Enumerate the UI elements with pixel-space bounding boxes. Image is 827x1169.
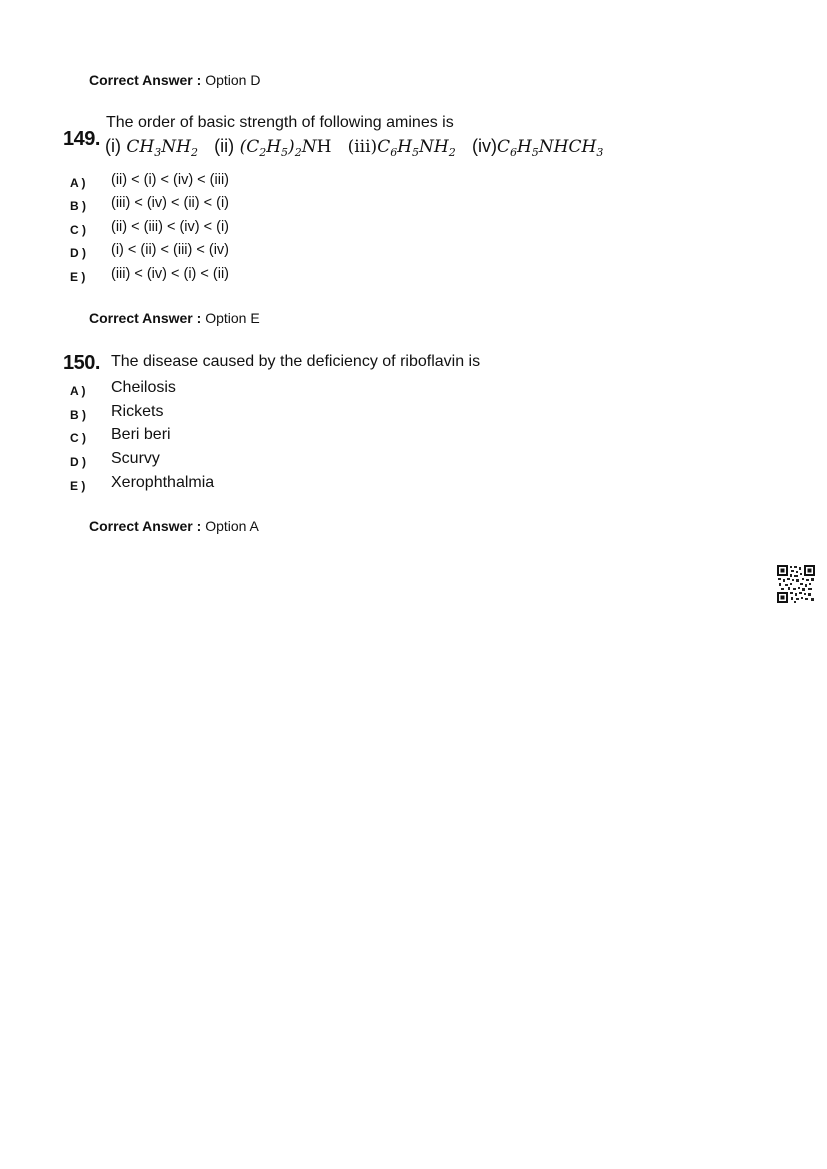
correct-answer-prev	[89, 72, 260, 88]
formula-label-iii: (iii)	[347, 137, 378, 157]
option-label: C )	[70, 223, 86, 237]
question-text: The order of basic strength of following amines is	[106, 114, 454, 131]
correct-answer-149	[89, 310, 260, 326]
option-text: (ii) < (i) < (iv) < (iii)	[111, 172, 230, 188]
correct-answer-label: Correct Answer :	[89, 310, 202, 326]
correct-answer-value: Option A	[205, 518, 259, 534]
correct-answer-value: Option E	[205, 310, 260, 326]
option-text: (ii) < (iii) < (iv) < (i)	[111, 219, 230, 235]
option-text: Rickets	[111, 403, 164, 420]
option-label: D )	[70, 455, 86, 469]
question-text: The disease caused by the deficiency of riboflavin is	[111, 353, 481, 370]
option-label: B )	[70, 199, 86, 213]
option-text: Beri beri	[111, 426, 171, 443]
question-number: 149.	[63, 128, 100, 150]
correct-answer-value: Option D	[205, 72, 261, 88]
question-number: 150.	[63, 352, 100, 374]
correct-answer-label: Correct Answer :	[89, 72, 202, 88]
amine-formulas: (i) $CH_3NH_2$ (ii) $(C_2H_5)_2NH$ $(iii)C_6H_5NH_2$ $(iv)C_6H_5NHCH_3$	[105, 136, 604, 159]
option-text: Xerophthalmia	[111, 474, 215, 491]
option-label: D )	[70, 246, 86, 260]
formula-label-ii: (ii)	[214, 136, 235, 156]
option-label: C )	[70, 431, 86, 445]
option-text: Cheilosis	[111, 379, 176, 396]
option-text: (i) < (ii) < (iii) < (iv)	[111, 242, 230, 258]
option-text: (iii) < (iv) < (ii) < (i)	[111, 195, 230, 211]
option-text: Scurvy	[111, 450, 160, 467]
formula-label-i: (i)	[105, 136, 121, 156]
correct-answer-label: Correct Answer :	[89, 518, 202, 534]
option-label: E )	[70, 479, 86, 493]
correct-answer-150	[89, 518, 259, 534]
option-label: E )	[70, 270, 86, 284]
option-label: A )	[70, 384, 86, 398]
qr-code-icon	[777, 565, 815, 603]
option-text: (iii) < (iv) < (i) < (ii)	[111, 266, 230, 282]
option-label: A )	[70, 176, 86, 190]
formula-label-iv: (iv)	[471, 136, 497, 156]
option-label: B )	[70, 408, 86, 422]
